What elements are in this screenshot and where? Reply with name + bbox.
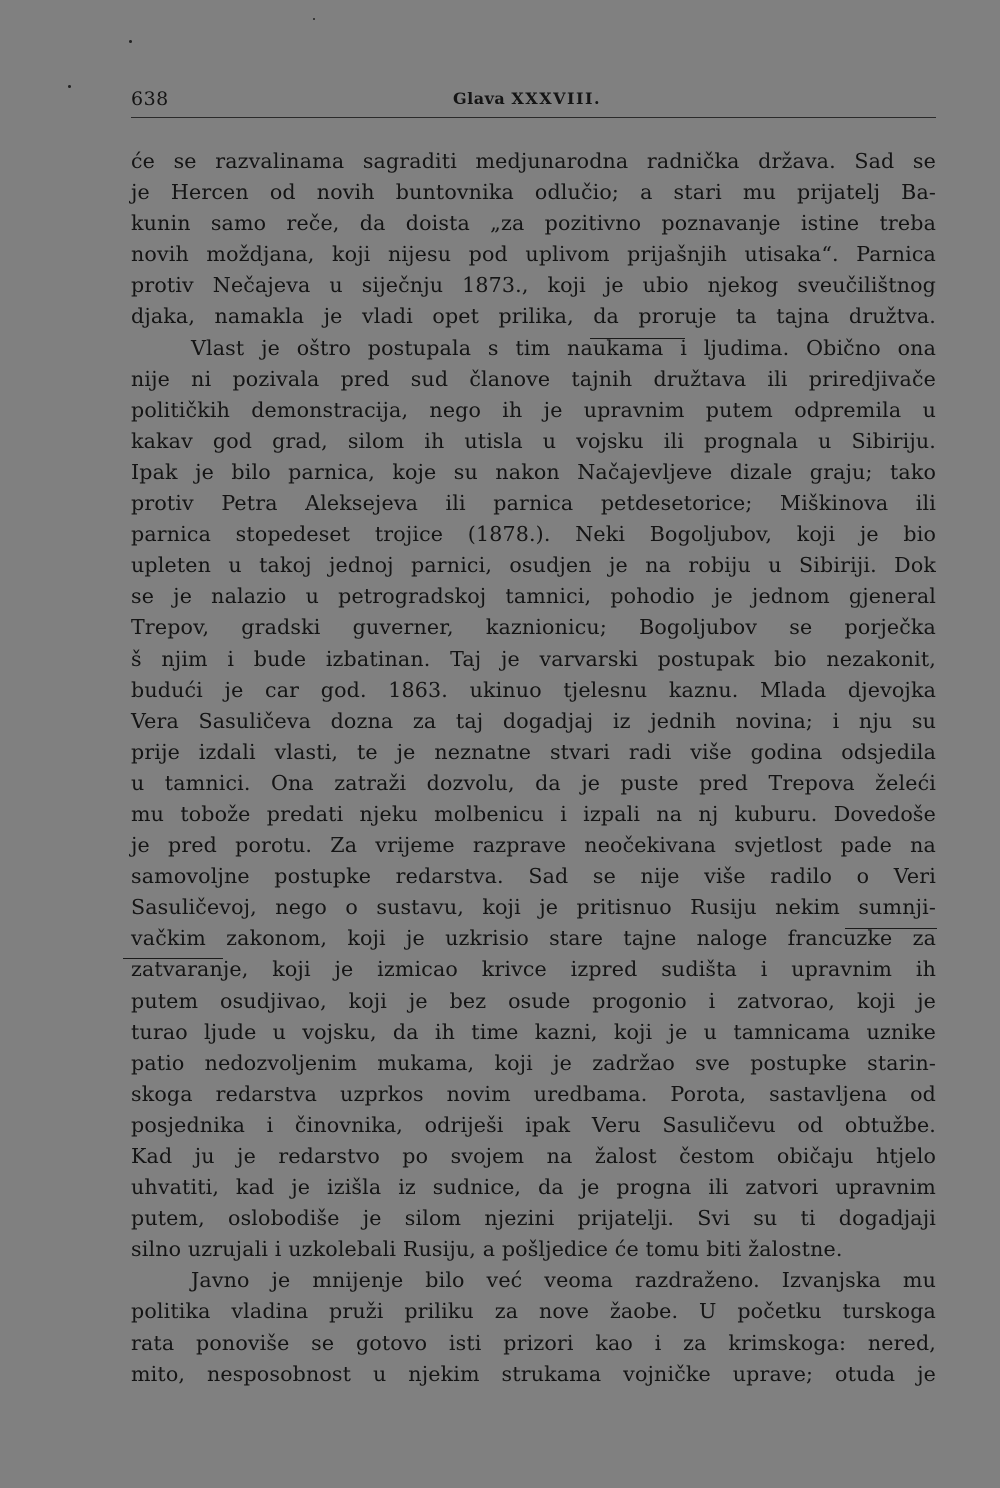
text-line: uhvatiti, kad je izišla iz sudnice, da je progna ili zatvori upravnim (131, 1175, 936, 1200)
text-line: patio nedozvoljenim mukama, koji je zadržao sve postupke starin- (131, 1050, 936, 1075)
text-line: će se razvalinama sagraditi medjunarodna radnička država. Sad se (131, 149, 936, 173)
chapter-numeral: XXXVIII. (511, 89, 602, 108)
header-rule (131, 117, 936, 118)
chapter-label: Glava (453, 89, 506, 108)
text-line: skoga redarstva uzprkos novim uredbama. Porota, sastavljena od (131, 1081, 936, 1106)
text-line: zatvaranje, koji je izmicao krivce izpred sudišta i upravnim ih (131, 957, 936, 982)
text-line: protiv Petra Aleksejeva ili parnica petdesetorice; Miškinova ili (131, 491, 936, 516)
text-line: rata ponoviše se gotovo isti prizori kao i za krimskoga: nered, (131, 1330, 936, 1355)
text-line: posjednika i činovnika, odriješi ipak Veru Sasuličevu od obtužbe. (131, 1112, 936, 1137)
text-line: je Hercen od novih buntovnika odlučio; a stari mu prijatelj Ba- (131, 180, 936, 205)
text-line: budući je car god. 1863. ukinuo tjelesnu kaznu. Mlada djevojka (131, 677, 936, 702)
text-line: je pred porotu. Za vrijeme razprave neočekivana svjetlost pade na (131, 833, 936, 858)
text-line: Sasuličevoj, nego o sustavu, koji je pritisnuo Rusiju nekim sumnji- (131, 895, 936, 920)
text-line: samovoljne postupke redarstva. Sad se nije više radilo o Veri (131, 864, 936, 889)
text-line: Javno je mnijenje bilo već veoma razdraženo. Izvanjska mu (191, 1268, 936, 1293)
text-line: putem osudjivao, koji je bez osude progonio i zatvorao, koji je (131, 988, 936, 1013)
text-line: Trepov, gradski guverner, kaznionicu; Bogoljubov se porječka (131, 615, 936, 640)
text-line: Vera Sasuličeva dozna za taj dogadjaj iz jednih novina; i nju su (131, 708, 936, 733)
pencil-underline (123, 958, 223, 959)
page-header (131, 88, 934, 116)
text-line: turao ljude u vojsku, da ih time kazni, koji je u tamnicama uznike (131, 1019, 936, 1044)
print-speck (313, 18, 315, 20)
text-line: putem, oslobodiše je silom njezini prijatelji. Svi su ti dogadjaji (131, 1206, 936, 1231)
text-line: silno uzrujali i uzkolebali Rusiju, a pošljedice će tomu biti žalostne. (131, 1237, 843, 1262)
running-head (453, 89, 601, 108)
text-line: politika vladina pruži priliku za nove žaobe. U početku turskoga (131, 1299, 936, 1324)
print-speck (68, 85, 71, 88)
text-line: prije izdali vlasti, te je neznatne stvari radi više godina odsjedila (131, 739, 936, 764)
text-line: djaka, namakla je vladi opet prilika, da proruje ta tajna družtva. (131, 304, 936, 329)
text-line: upleten u takoj jednoj parnici, osudjen je na robiju u Sibiriji. Dok (131, 553, 936, 578)
pencil-underline (590, 338, 685, 339)
text-line: š njim i bude izbatinan. Taj je varvarski postupak bio nezakonit, (131, 646, 936, 671)
text-line: se je nalazio u petrogradskoj tamnici, pohodio je jednom gjeneral (131, 584, 936, 609)
text-line: kunin samo reče, da doista „za pozitivno poznavanje istine treba (131, 211, 936, 236)
text-line: protiv Nečajeva u siječnju 1873., koji je ubio njekog sveučilištnog (131, 273, 936, 298)
text-line: novih moždjana, koji nijesu pod uplivom prijašnjih utisaka“. Parnica (131, 242, 936, 267)
body-text (131, 146, 936, 1390)
text-line: vačkim zakonom, koji je uzkrisio stare tajne naloge francuzke za (131, 926, 936, 951)
print-speck (129, 40, 132, 43)
text-line: političkih demonstracija, nego ih je upravnim putem odpremila u (131, 397, 936, 422)
text-line: kakav god grad, silom ih utisla u vojsku ili prognala u Sibiriju. (131, 428, 936, 453)
text-line: Kad ju je redarstvo po svojem na žalost čestom običaju htjelo (131, 1144, 936, 1168)
text-line: nije ni pozivala pred sud članove tajnih družtava ili priredjivače (131, 366, 936, 391)
text-line: u tamnici. Ona zatraži dozvolu, da je puste pred Trepova želeći (131, 770, 936, 795)
text-line: mu tobože predati njeku molbenicu i izpali na nj kuburu. Dovedoše (131, 801, 936, 826)
page-number: 638 (131, 88, 169, 110)
text-line: Vlast je oštro postupala s tim naukama i ljudima. Obično ona (191, 335, 936, 360)
pencil-underline (845, 928, 937, 929)
text-line: parnica stopedeset trojice (1878.). Neki Bogoljubov, koji je bio (131, 522, 936, 547)
text-line: mito, nesposobnost u njekim strukama vojničke uprave; otuda je (131, 1361, 936, 1386)
text-line: Ipak je bilo parnica, koje su nakon Načajevljeve dizale graju; tako (131, 459, 936, 484)
